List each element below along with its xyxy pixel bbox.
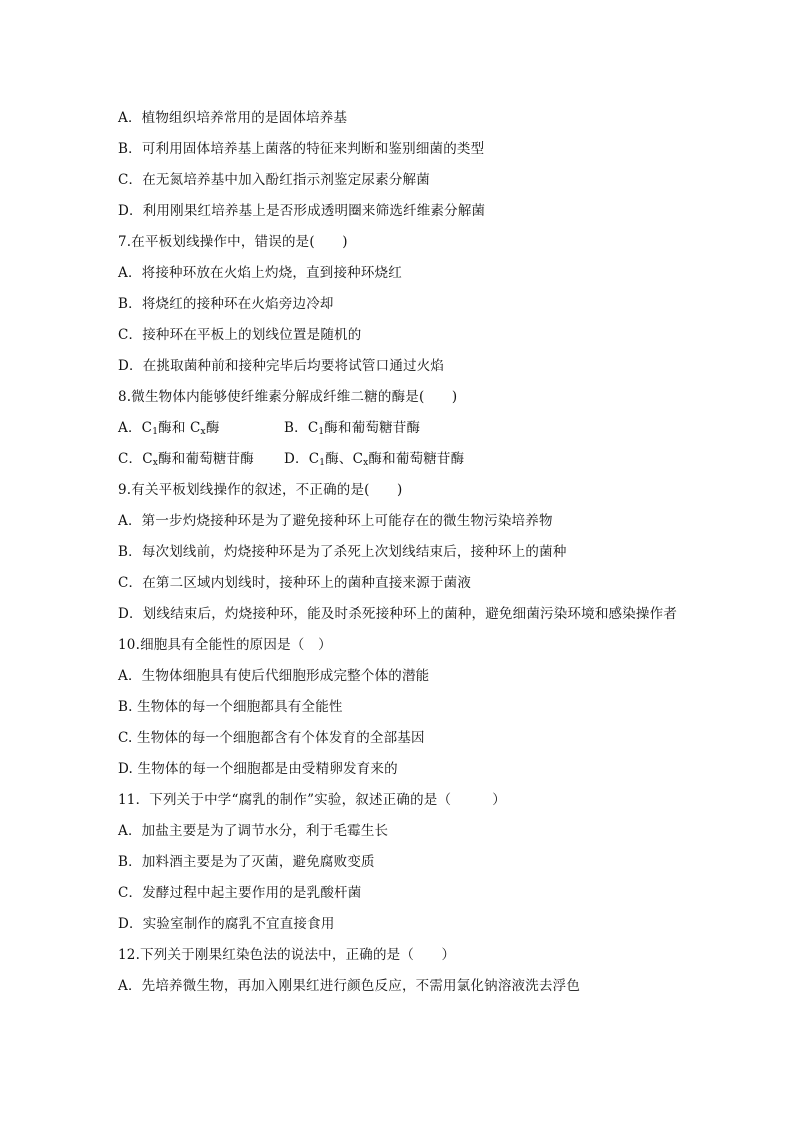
q8-options-cd [118,444,683,475]
q9-option-d: D．划线结束后，灼烧接种环，能及时杀死接种环上的菌种，避免细菌污染环境和感染操作者 [118,606,678,622]
q11-option-b: B．加料酒主要是为了灭菌，避免腐败变质 [118,854,375,870]
q9-option-b: B．每次划线前，灼烧接种环是为了杀死上次划线结束后，接种环上的菌种 [118,544,567,560]
q12-stem: 12.下列关于刚果红染色法的说法中，正确的是（ ） [118,947,456,963]
q8-option-b: B．$C_1$酶和葡萄糖苷酶 [284,420,421,437]
question-content [118,103,683,1002]
q6-option-c: C．在无氮培养基中加入酚红指示剂鉴定尿素分解菌 [118,172,430,188]
q10-stem: 10.细胞具有全能性的原因是（ ） [118,637,332,653]
q9-option-a: A．第一步灼烧接种环是为了避免接种环上可能存在的微生物污染培养物 [118,513,553,529]
q7-option-d: D．在挑取菌种前和接种完毕后均要将试管口通过火焰 [118,358,445,374]
q6-option-b: B．可利用固体培养基上菌落的特征来判断和鉴别细菌的类型 [118,141,485,157]
q8-option-a: A．$C_1$酶和 $C_x$酶 [118,420,220,437]
q9-option-c: C．在第二区域内划线时，接种环上的菌种直接来源于菌液 [118,575,472,591]
q7-option-c: C．接种环在平板上的划线位置是随机的 [118,327,362,343]
q7-option-b: B．将烧红的接种环在火焰旁边冷却 [118,296,334,312]
q10-option-d: D. 生物体的每一个细胞都是由受精卵发育来的 [118,761,398,777]
q12-option-a: A．先培养微生物，再加入刚果红进行颜色反应，不需用氯化钠溶液洗去浮色 [118,978,581,994]
q9-stem: 9.有关平板划线操作的叙述，不正确的是( ) [118,482,403,498]
q11-option-d: D．实验室制作的腐乳不宜直接食用 [118,916,335,932]
q8-options-ab [118,413,683,444]
q6-option-d: D．利用刚果红培养基上是否形成透明圈来筛选纤维素分解菌 [118,203,486,219]
q10-option-a: A．生物体细胞具有使后代细胞形成完整个体的潜能 [118,668,430,684]
q10-option-c: C. 生物体的每一个细胞都含有个体发育的全部基因 [118,730,425,746]
q6-option-a: A．植物组织培养常用的是固体培养基 [118,110,348,126]
q11-option-a: A．加盐主要是为了调节水分，利于毛霉生长 [118,823,389,839]
q8-stem: 8.微生物体内能够使纤维素分解成纤维二糖的酶是( ) [118,389,458,405]
q11-stem: 11．下列关于中学“腐乳的制作”实验，叙述正确的是（ ） [118,792,506,808]
q10-option-b: B. 生物体的每一个细胞都具有全能性 [118,699,343,715]
q8-option-c: C．$C_x$酶和葡萄糖苷酶 [118,451,254,468]
q7-option-a: A．将接种环放在火焰上灼烧，直到接种环烧红 [118,265,402,281]
q7-stem: 7.在平板划线操作中，错误的是( ) [118,234,348,250]
q8-option-d: D．$C_1$酶、$C_x$酶和葡萄糖苷酶 [284,451,465,468]
q11-option-c: C．发酵过程中起主要作用的是乳酸杆菌 [118,885,362,901]
